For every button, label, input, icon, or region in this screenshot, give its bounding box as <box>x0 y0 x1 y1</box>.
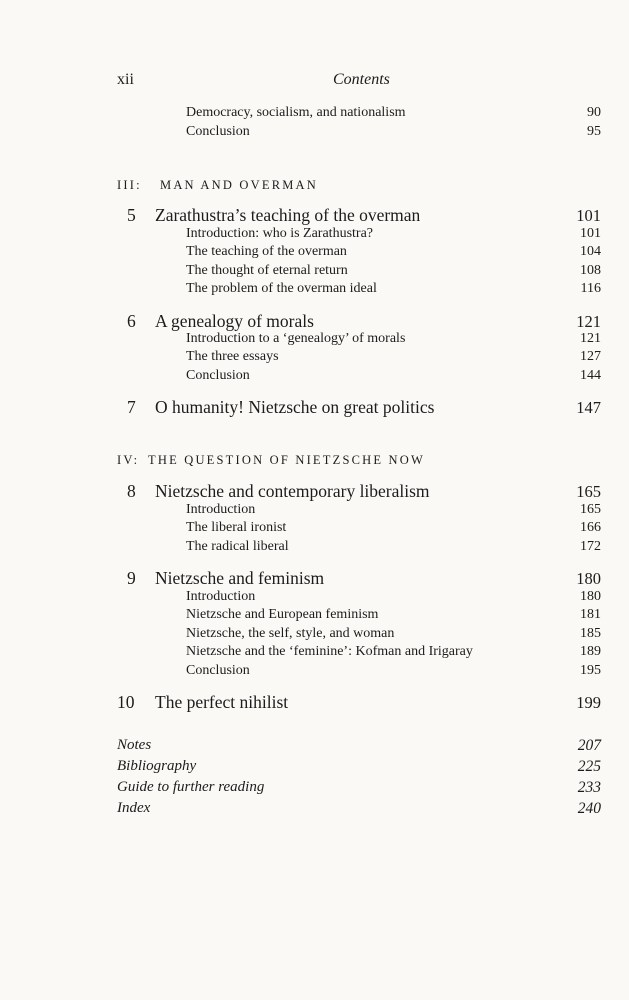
section-title: The three essays <box>186 349 279 364</box>
toc-entry-page: 95 <box>587 124 601 139</box>
section-title: The radical liberal <box>186 539 289 554</box>
toc-entry-title: Democracy, socialism, and nationalism <box>186 105 406 120</box>
section-page: 108 <box>580 263 601 278</box>
page-number: xii <box>117 71 134 88</box>
section-page: 185 <box>580 626 601 641</box>
chapter-number: 10 <box>117 692 135 712</box>
section-page: 127 <box>580 349 601 364</box>
chapter-page: 147 <box>576 398 601 417</box>
page-title: Contents <box>333 71 390 88</box>
section-title: Conclusion <box>186 368 250 383</box>
part-title: THE QUESTION OF NIETZSCHE NOW <box>148 453 425 467</box>
back-matter-page: 225 <box>577 758 601 775</box>
section-title: Introduction <box>186 502 256 517</box>
back-matter-page: 207 <box>577 737 601 754</box>
chapter-number: 8 <box>127 481 136 501</box>
chapter-title: O humanity! Nietzsche on great politics <box>155 397 435 417</box>
chapter-title: Nietzsche and contemporary liberalism <box>155 481 430 501</box>
section-title: The thought of eternal return <box>186 263 348 278</box>
section-page: 195 <box>580 663 601 678</box>
part-label: III: <box>117 178 142 192</box>
part-title: MAN AND OVERMAN <box>160 178 319 192</box>
chapter-title: Zarathustra’s teaching of the overman <box>155 205 421 225</box>
section-page: 180 <box>580 589 601 604</box>
chapter-page: 165 <box>576 482 601 501</box>
section-page: 165 <box>580 502 601 517</box>
chapter-page: 199 <box>576 693 601 712</box>
chapter-title: The perfect nihilist <box>155 692 289 712</box>
back-matter-title: Notes <box>117 737 152 753</box>
section-page: 166 <box>580 520 601 535</box>
section-page: 101 <box>580 226 601 241</box>
back-matter-title: Guide to further reading <box>117 779 265 795</box>
back-matter-page: 240 <box>577 800 601 817</box>
section-title: The teaching of the overman <box>186 244 347 259</box>
back-matter-page: 233 <box>577 779 601 796</box>
section-page: 181 <box>580 607 601 622</box>
chapter-page: 121 <box>576 312 601 331</box>
section-page: 189 <box>580 644 601 659</box>
section-title: Introduction: who is Zarathustra? <box>186 226 374 241</box>
chapter-number: 5 <box>127 205 136 225</box>
section-title: The problem of the overman ideal <box>186 281 377 296</box>
chapter-title: A genealogy of morals <box>155 311 314 331</box>
chapter-title: Nietzsche and feminism <box>155 568 325 588</box>
chapter-number: 9 <box>127 568 136 588</box>
section-title: Nietzsche, the self, style, and woman <box>186 626 395 641</box>
part-label: IV: <box>117 453 140 467</box>
section-title: Introduction to a ‘genealogy’ of morals <box>186 331 406 346</box>
section-page: 104 <box>580 244 601 259</box>
toc-entry-page: 90 <box>587 105 601 120</box>
section-title: Introduction <box>186 589 256 604</box>
chapter-number: 7 <box>127 397 136 417</box>
section-page: 116 <box>580 281 601 296</box>
chapter-page: 180 <box>576 569 601 588</box>
section-title: Conclusion <box>186 663 250 678</box>
section-title: Nietzsche and the ‘feminine’: Kofman and Irigaray <box>186 644 473 659</box>
toc-entry-title: Conclusion <box>186 124 250 139</box>
chapter-page: 101 <box>576 206 601 225</box>
section-page: 121 <box>580 331 601 346</box>
back-matter-title: Index <box>117 800 151 816</box>
section-page: 144 <box>580 368 601 383</box>
section-page: 172 <box>580 539 601 554</box>
back-matter-title: Bibliography <box>117 758 197 774</box>
section-title: The liberal ironist <box>186 520 287 535</box>
section-title: Nietzsche and European feminism <box>186 607 379 622</box>
chapter-number: 6 <box>127 311 136 331</box>
